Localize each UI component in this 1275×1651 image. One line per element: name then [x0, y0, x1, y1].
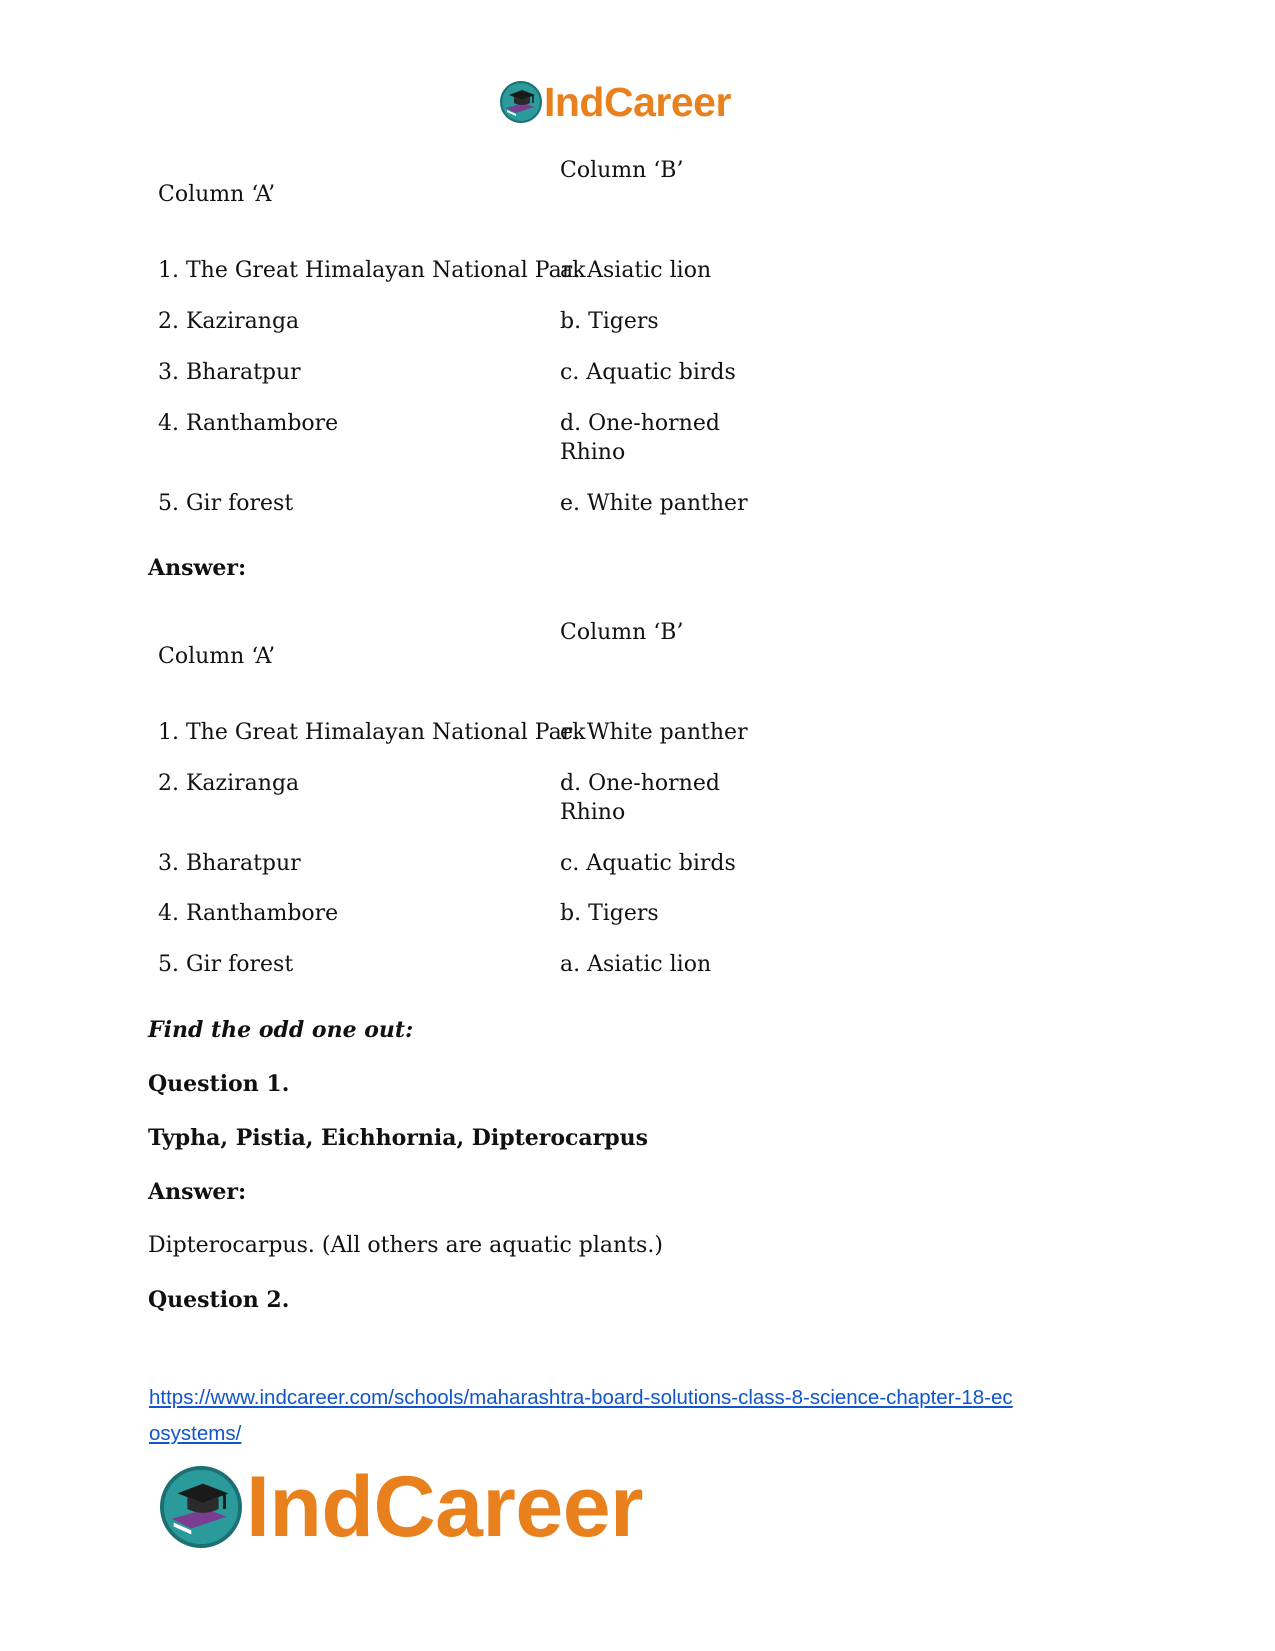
- table2-row1-b: e. White panther: [560, 720, 748, 745]
- table1-row5-a: 5. Gir forest: [158, 491, 294, 516]
- table2-header-column-a: Column ‘A’: [158, 644, 276, 669]
- table1-row4-a: 4. Ranthambore: [158, 411, 339, 436]
- footer-link[interactable]: [149, 1380, 1149, 1452]
- table1-row4-b: d. One-horned: [560, 411, 720, 436]
- table2-header-column-b: Column ‘B’: [560, 620, 684, 645]
- table2-row4-b: b. Tigers: [560, 901, 659, 926]
- logo-wordmark: IndCareer: [544, 79, 731, 125]
- table1-row4-b-cont: Rhino: [560, 440, 626, 465]
- table1-row5-b: e. White panther: [560, 491, 748, 516]
- table1-row3-a: 3. Bharatpur: [158, 360, 301, 385]
- table1-row1-a: 1. The Great Himalayan National Park: [158, 258, 586, 283]
- table2-row3-b: c. Aquatic birds: [560, 851, 736, 876]
- footer-link-line2[interactable]: osystems/: [149, 1422, 242, 1445]
- logo-wordmark: IndCareer: [246, 1459, 643, 1555]
- question2-label: Question 2.: [148, 1287, 290, 1313]
- indcareer-logo-top: [500, 78, 731, 126]
- answer2-text: Dipterocarpus. (All others are aquatic plants.): [148, 1233, 663, 1258]
- answer2-label: Answer:: [148, 1179, 247, 1205]
- question1-label: Question 1.: [148, 1071, 290, 1097]
- graduation-book-icon: [500, 81, 542, 123]
- table1-row1-b: a. Asiatic lion: [560, 258, 712, 283]
- question1-text: Typha, Pistia, Eichhornia, Dipterocarpus: [148, 1125, 649, 1151]
- graduation-book-icon: [160, 1466, 242, 1548]
- table2-row2-a: 2. Kaziranga: [158, 771, 300, 796]
- table1-row3-b: c. Aquatic birds: [560, 360, 736, 385]
- table1-header-column-b: Column ‘B’: [560, 158, 684, 183]
- indcareer-logo-bottom: [160, 1459, 643, 1555]
- table2-row5-a: 5. Gir forest: [158, 952, 294, 977]
- table2-row5-b: a. Asiatic lion: [560, 952, 712, 977]
- odd-one-out-heading: Find the odd one out:: [148, 1017, 414, 1043]
- table1-header-column-a: Column ‘A’: [158, 182, 276, 207]
- table1-row2-a: 2. Kaziranga: [158, 309, 300, 334]
- table2-row3-a: 3. Bharatpur: [158, 851, 301, 876]
- answer-label: Answer:: [148, 555, 247, 581]
- table2-row2-b: d. One-horned: [560, 771, 720, 796]
- footer-link-line1[interactable]: https://www.indcareer.com/schools/maharashtra-board-solutions-class-8-science-chapter-18-ec: [149, 1386, 1013, 1409]
- table2-row4-a: 4. Ranthambore: [158, 901, 339, 926]
- table2-row2-b-cont: Rhino: [560, 800, 626, 825]
- table2-row1-a: 1. The Great Himalayan National Park: [158, 720, 586, 745]
- table1-row2-b: b. Tigers: [560, 309, 659, 334]
